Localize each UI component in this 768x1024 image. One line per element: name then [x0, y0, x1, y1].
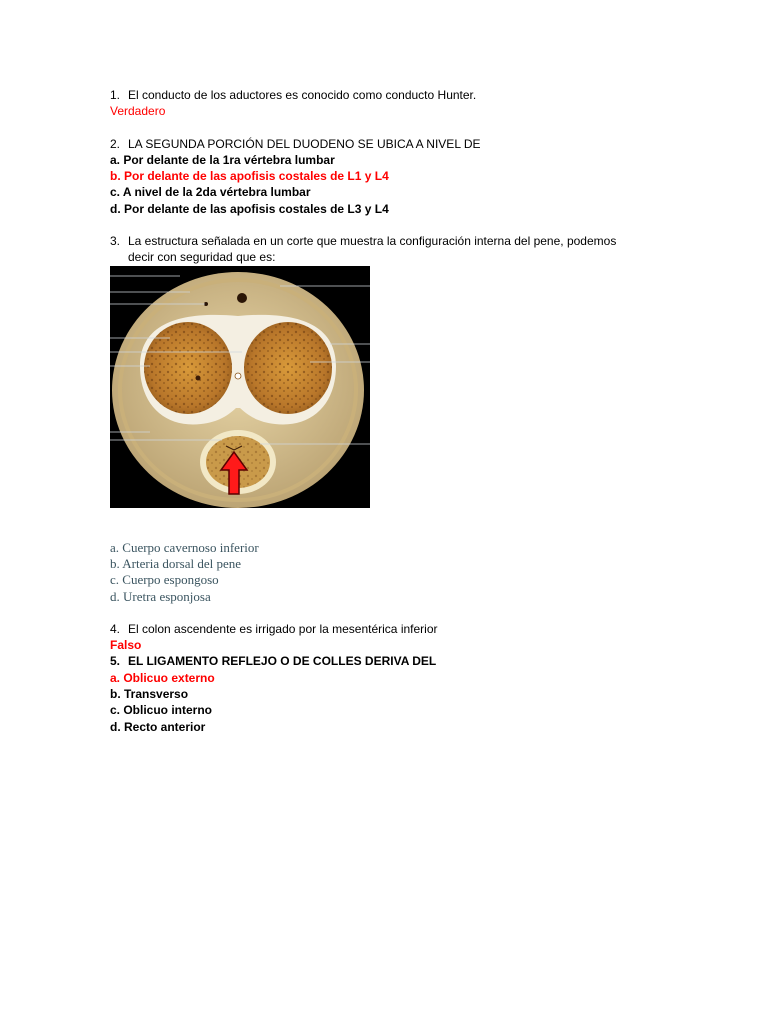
question-5: [110, 653, 710, 669]
question-number: 4.: [110, 621, 121, 636]
answer-1: Verdadero: [110, 104, 166, 119]
document-page: [110, 87, 710, 735]
option-3c: c. Cuerpo espongoso: [110, 572, 219, 588]
option-2c: c. A nivel de la 2da vértebra lumbar: [110, 185, 311, 200]
question-text: EL LIGAMENTO REFLEJO O DE COLLES DERIVA DEL: [128, 654, 437, 669]
question-number: 3.: [110, 234, 121, 249]
question-text-line1: La estructura señalada en un corte que muestra la configuración interna del pene, podemos: [128, 234, 617, 249]
question-number: 1.: [110, 88, 121, 102]
option-2d: d. Por delante de las apofisis costales de L3 y L4: [110, 201, 389, 216]
penis-cross-section-image: [110, 266, 370, 508]
option-3d: d. Uretra esponjosa: [110, 588, 211, 604]
option-5d: d. Recto anterior: [110, 719, 206, 734]
answer-4: Falso: [110, 638, 142, 653]
option-2a: a. Por delante de la 1ra vértebra lumbar: [110, 152, 335, 167]
option-3a: a. Cuerpo cavernoso inferior: [110, 539, 259, 555]
question-text: El colon ascendente es irrigado por la mesentérica inferior: [128, 621, 438, 636]
question-number: 2.: [110, 136, 121, 151]
question-4: [110, 621, 710, 637]
question-text: LA SEGUNDA PORCIÓN DEL DUODENO SE UBICA A NIVEL DE: [128, 136, 481, 151]
question-3-line2: decir con seguridad que es:: [128, 250, 276, 265]
question-text: El conducto de los aductores es conocido como conducto Hunter.: [128, 88, 477, 102]
option-5c: c. Oblicuo interno: [110, 703, 213, 718]
septum: [235, 322, 241, 408]
question-number: 5.: [110, 654, 121, 669]
option-3b: b. Arteria dorsal del pene: [110, 555, 242, 571]
option-2b-correct: b. Por delante de las apofisis costales de L1 y L4: [110, 169, 389, 184]
question-3: [110, 233, 710, 249]
question-2: [110, 136, 710, 152]
option-5a-correct: a. Oblicuo externo: [110, 670, 215, 685]
question-1: [110, 87, 710, 103]
option-5b: b. Transverso: [110, 687, 189, 702]
